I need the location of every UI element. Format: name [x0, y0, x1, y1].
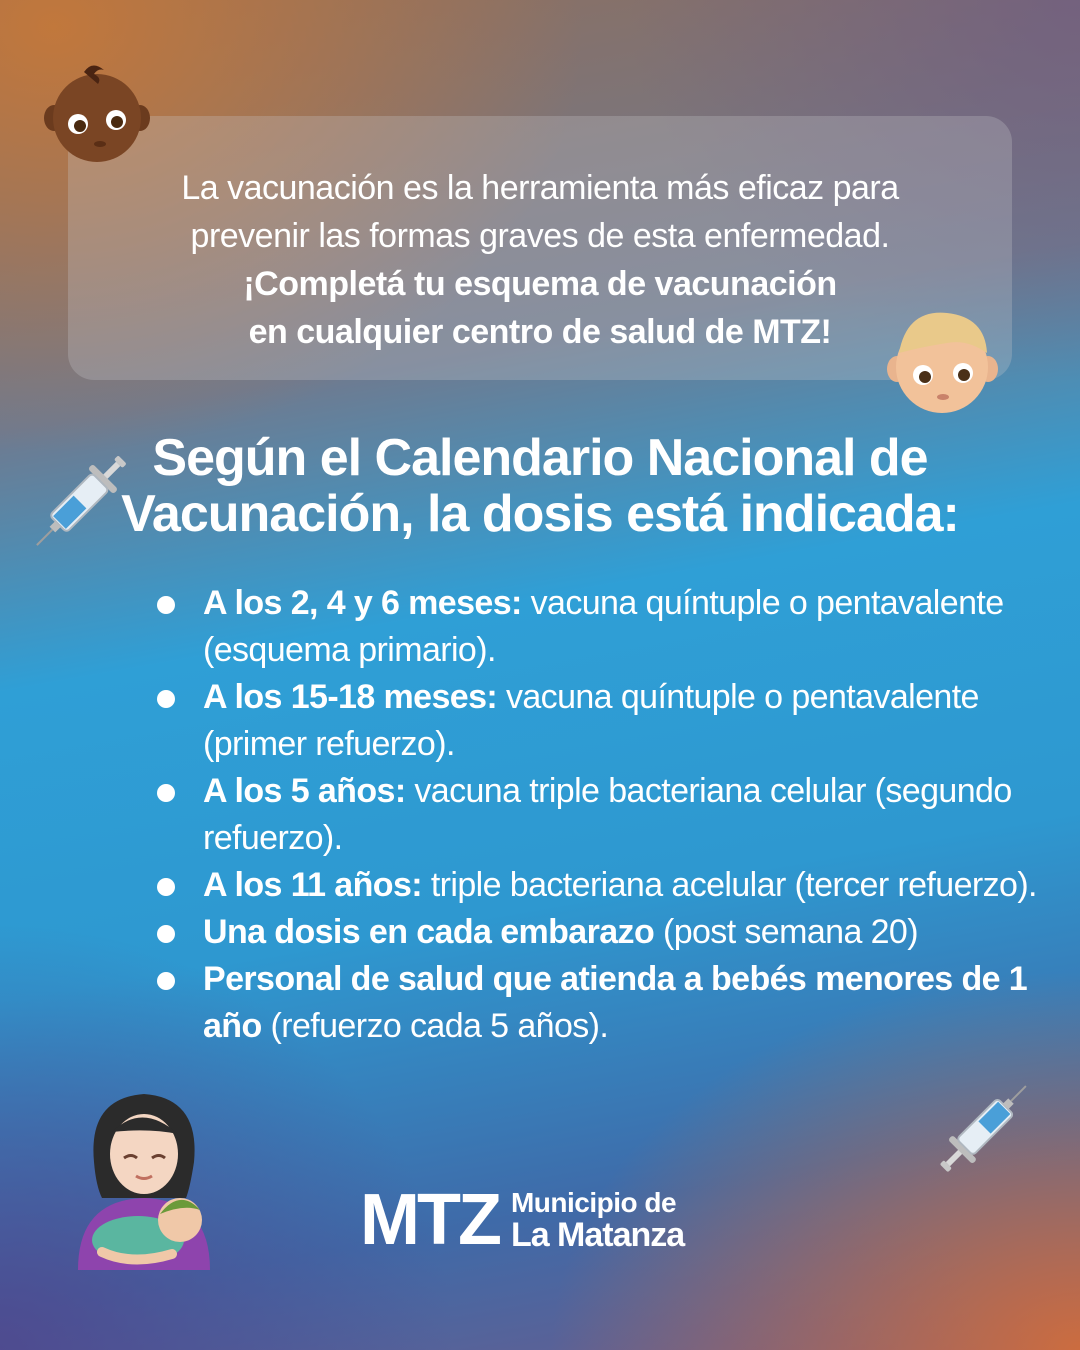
- list-item: A los 11 años: triple bacteriana acelular (tercer refuerzo).: [155, 862, 1070, 909]
- info-line-3: ¡Completá tu esquema de vacunación: [243, 265, 837, 303]
- list-item: Personal de salud que atienda a bebés menores de 1 año (refuerzo cada 5 años).: [155, 956, 1070, 1050]
- info-line-1: La vacunación es la herramienta más eficaz para: [181, 169, 899, 207]
- baby-blond-icon: [885, 305, 1000, 420]
- baby-dark-icon: [42, 58, 152, 168]
- info-line-2: prevenir las formas graves de esta enfermedad.: [190, 217, 890, 255]
- title-line-2: Vacunación, la dosis está indicada:: [121, 485, 959, 543]
- vaccination-schedule: [155, 580, 1070, 1050]
- logo-mark: MTZ: [360, 1180, 499, 1260]
- info-text: [68, 164, 1012, 356]
- bullet-icon: [157, 972, 175, 990]
- page-title: [100, 430, 980, 542]
- title-line-1: Según el Calendario Nacional de: [152, 429, 928, 487]
- syringe-icon: [925, 1068, 1045, 1188]
- logo-text: [511, 1188, 684, 1252]
- list-item: A los 5 años: vacuna triple bacteriana celular (segundo refuerzo).: [155, 768, 1070, 862]
- logo-line-2: La Matanza: [510, 1216, 685, 1254]
- list-item: A los 2, 4 y 6 meses: vacuna quíntuple o pentavalente (esquema primario).: [155, 580, 1070, 674]
- bullet-icon: [157, 878, 175, 896]
- municipality-logo: [360, 1180, 685, 1260]
- list-item: A los 15-18 meses: vacuna quíntuple o pentavalente (primer refuerzo).: [155, 674, 1070, 768]
- logo-line-1: Municipio de: [510, 1187, 677, 1218]
- bullet-icon: [157, 925, 175, 943]
- bullet-icon: [157, 596, 175, 614]
- bullet-icon: [157, 784, 175, 802]
- info-line-4: en cualquier centro de salud de MTZ!: [248, 313, 832, 351]
- bullet-icon: [157, 690, 175, 708]
- list-item: Una dosis en cada embarazo (post semana 20): [155, 909, 1070, 956]
- breastfeeding-icon: [72, 1092, 217, 1270]
